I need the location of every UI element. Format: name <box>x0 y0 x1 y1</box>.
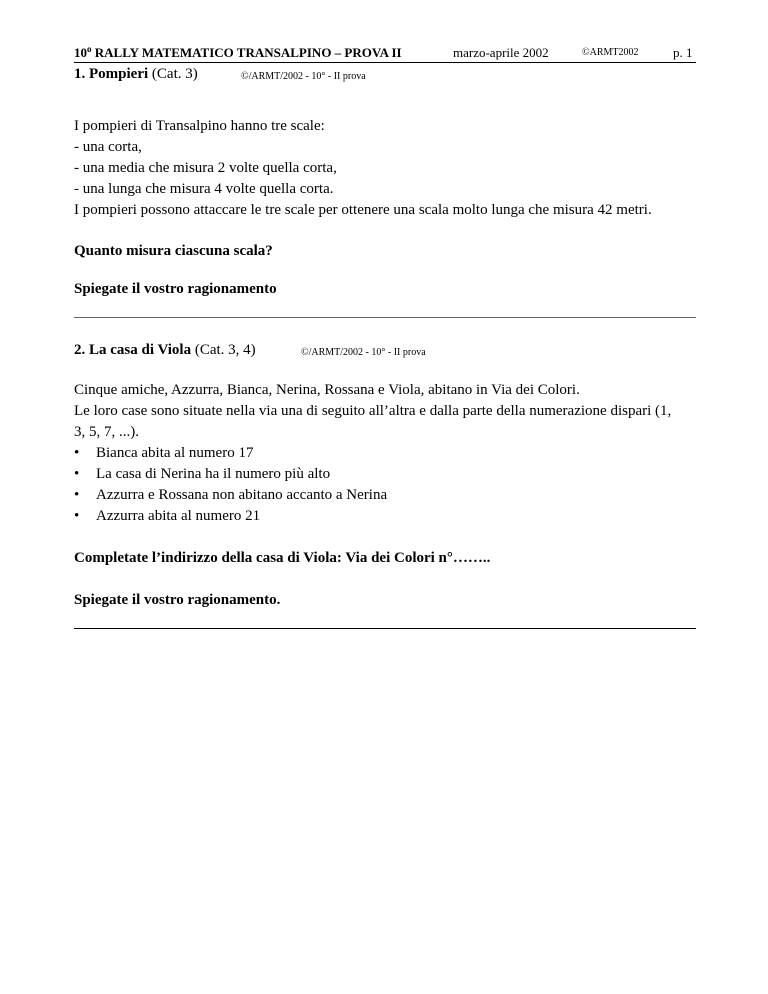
bullet-icon: • <box>74 445 80 461</box>
problem2-line: Le loro case sono situate nella via una di seguito all’altra e dalla parte della numerazione dispari (1, <box>74 403 672 419</box>
problem1-question: Quanto misura ciascuna scala? <box>74 243 273 259</box>
problem2-question: Completate l’indirizzo della casa di Viola: Via dei Colori n°…….. <box>74 550 491 566</box>
problem2-bullet: Azzurra abita al numero 21 <box>96 508 261 524</box>
problem1-line: - una corta, <box>74 139 142 155</box>
problem2-line: Cinque amiche, Azzurra, Bianca, Nerina, Rossana e Viola, abitano in Via dei Colori. <box>74 382 580 398</box>
problem2-line: 3, 5, 7, ...). <box>74 424 139 440</box>
section-divider <box>74 628 696 629</box>
bullet-icon: • <box>74 508 80 524</box>
problem1-title: 1. Pompieri (Cat. 3) <box>74 66 198 82</box>
problem1-line: - una lunga che misura 4 volte quella corta. <box>74 181 334 197</box>
problem2-bullet: Bianca abita al numero 17 <box>96 445 254 461</box>
problem1-line: - una media che misura 2 volte quella corta, <box>74 160 337 176</box>
bullet-icon: • <box>74 487 80 503</box>
header-title: 10$^o$ RALLY MATEMATICO TRANSALPINO – PROVA II <box>74 44 402 60</box>
page-number: p. 1 <box>673 45 693 60</box>
section-divider <box>74 317 696 318</box>
problem2-explain: Spiegate il vostro ragionamento. <box>74 592 281 608</box>
bullet-icon: • <box>74 466 80 482</box>
problem1-explain: Spiegate il vostro ragionamento <box>74 281 277 297</box>
problem2-bullet: La casa di Nerina ha il numero più alto <box>96 466 331 482</box>
problem2-title: 2. La casa di Viola (Cat. 3, 4) <box>74 342 256 358</box>
problem2-copyright: ©/ARMT/2002 - 10° - II prova <box>301 347 426 358</box>
header-copyright: ©ARMT2002 <box>582 47 639 58</box>
problem1-line: I pompieri possono attaccare le tre scale per ottenere una scala molto lunga che misura 42 metri. <box>74 202 652 218</box>
header-divider <box>74 62 696 63</box>
problem1-line: I pompieri di Transalpino hanno tre scale: <box>74 118 325 134</box>
header-date: marzo-aprile 2002 <box>453 45 549 60</box>
problem1-copyright: ©/ARMT/2002 - 10° - II prova <box>241 71 366 82</box>
problem2-bullet: Azzurra e Rossana non abitano accanto a Nerina <box>96 487 388 503</box>
